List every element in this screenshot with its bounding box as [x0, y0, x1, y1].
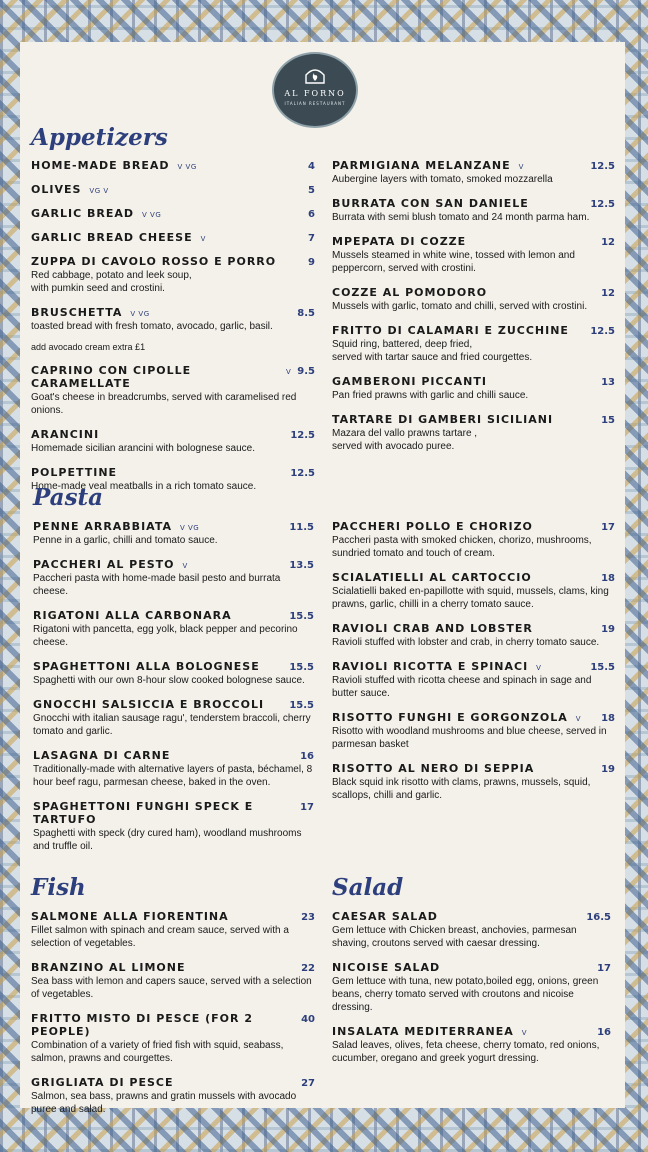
dietary-tags: V	[200, 235, 206, 243]
menu-item	[332, 159, 615, 186]
menu-item	[332, 571, 615, 611]
menu-item-price: 13.5	[289, 560, 314, 571]
menu-item	[31, 231, 315, 244]
dietary-tags: V VG	[142, 211, 162, 219]
menu-item-price: 8.5	[297, 308, 315, 319]
menu-item-name: BURRATA CON SAN DANIELE	[332, 197, 529, 210]
menu-item-name: HOME-MADE BREAD	[31, 159, 170, 172]
menu-item-header	[332, 520, 615, 533]
appetizers-right-column	[332, 159, 615, 464]
menu-item-price: 9.5	[297, 366, 315, 377]
menu-item-description: Goat's cheese in breadcrumbs, served with caramelised red onions.	[31, 392, 297, 416]
menu-item-name: SCIALATIELLI AL CARTOCCIO	[332, 571, 532, 584]
menu-item	[33, 520, 314, 547]
menu-item-description: Gem lettuce with tuna, new potato,boiled egg, onions, green beans, cherry tomato served with croutons and nicoise dressing.	[332, 976, 599, 1013]
menu-item-header	[332, 159, 615, 172]
menu-item-header	[332, 762, 615, 775]
menu-item-header	[31, 159, 315, 172]
menu-item-name: RIGATONI ALLA CARBONARA	[33, 609, 232, 622]
menu-item-header	[31, 207, 315, 220]
menu-item-name: GARLIC BREAD CHEESE	[31, 231, 193, 244]
menu-item	[332, 520, 615, 560]
menu-item	[31, 364, 315, 417]
menu-item-name: FRITTO DI CALAMARI E ZUCCHINE	[332, 324, 569, 337]
menu-item-name: NICOISE SALAD	[332, 961, 441, 974]
menu-item-description: Combination of a variety of fried fish with squid, seabass, salmon, prawns and courgettes.	[31, 1040, 284, 1064]
menu-item	[31, 428, 315, 455]
menu-item-price: 12.5	[590, 326, 615, 337]
menu-item-header	[332, 660, 615, 673]
menu-item-header	[332, 961, 611, 974]
menu-item-name: FRITTO MISTO DI PESCE (FOR 2 PEOPLE)	[31, 1012, 253, 1038]
menu-item-header	[33, 698, 314, 711]
menu-item	[332, 375, 615, 402]
menu-item-header	[332, 235, 615, 248]
menu-item-name: BRUSCHETTA	[31, 306, 123, 319]
menu-item-description: Penne in a garlic, chilli and tomato sauce.	[33, 535, 218, 546]
menu-item-price: 16.5	[586, 912, 611, 923]
menu-item-description: Red cabbage, potato and leek soup, with pumkin seed and crostini.	[31, 270, 192, 294]
menu-item-price: 23	[301, 912, 315, 923]
menu-item-header	[33, 609, 314, 622]
menu-item-name: INSALATA MEDITERRANEA	[332, 1025, 514, 1038]
menu-item-header	[332, 375, 615, 388]
dietary-tags: V VG	[179, 524, 200, 532]
menu-item-description: Ravioli stuffed with lobster and crab, in cherry tomato sauce.	[332, 637, 600, 648]
menu-item-price: 40	[301, 1014, 315, 1025]
menu-item-price: 17	[597, 963, 611, 974]
section-title-pasta: Pasta	[33, 484, 104, 511]
menu-item-description: Homemade sicilian arancini with bolognese sauce.	[31, 443, 256, 454]
menu-item-name: ZUPPA DI CAVOLO ROSSO E PORRO	[31, 255, 277, 268]
menu-item-header	[31, 1076, 315, 1089]
menu-item-description: Aubergine layers with tomato, smoked mozzarella	[332, 174, 553, 185]
dietary-tags: V	[518, 163, 524, 171]
menu-item-price: 19	[601, 764, 615, 775]
menu-item-name: BRANZINO AL LIMONE	[31, 961, 186, 974]
menu-item	[33, 609, 314, 649]
menu-item-description: Gem lettuce with Chicken breast, anchovies, parmesan shaving, croutons served with caesar dressing.	[332, 925, 577, 949]
menu-item-price: 15.5	[289, 611, 314, 622]
menu-item-header	[31, 428, 315, 441]
menu-item-header	[31, 255, 315, 268]
menu-item-price: 15.5	[289, 700, 314, 711]
menu-item-description: Salmon, sea bass, prawns and gratin mussels with avocado puree and salad.	[31, 1091, 297, 1115]
menu-item-name: PENNE ARRABBIATA	[33, 520, 172, 533]
menu-item-header	[332, 622, 615, 635]
menu-item	[332, 286, 615, 313]
menu-item-header	[33, 800, 314, 826]
menu-item	[332, 660, 615, 700]
menu-item-description: Mazara del vallo prawns tartare , served with avocado puree.	[332, 428, 478, 452]
restaurant-logo	[272, 52, 358, 128]
menu-item-description: Rigatoni with pancetta, egg yolk, black pepper and pecorino cheese.	[33, 624, 298, 648]
menu-item	[31, 961, 315, 1001]
menu-item-description: Salad leaves, olives, feta cheese, cherry tomato, red onions, cucumber, oregano and greek yogurt dressing.	[332, 1040, 600, 1064]
menu-item-header	[33, 520, 314, 533]
menu-item	[31, 159, 315, 172]
menu-item-price: 12	[601, 288, 615, 299]
fish-column	[31, 910, 315, 1127]
logo-brand-name: AL FORNO	[284, 89, 346, 98]
menu-item-name: PACCHERI POLLO E CHORIZO	[332, 520, 533, 533]
menu-item-name: ARANCINI	[31, 428, 100, 441]
menu-item-description: Paccheri pasta with home-made basil pesto and burrata cheese.	[33, 573, 281, 597]
menu-item-name: SALMONE ALLA FIORENTINA	[31, 910, 229, 923]
menu-item-name: COZZE AL POMODORO	[332, 286, 488, 299]
menu-item-description: Ravioli stuffed with ricotta cheese and spinach in sage and butter sauce.	[332, 675, 592, 699]
menu-item-name: PACCHERI AL PESTO	[33, 558, 175, 571]
menu-item	[33, 698, 314, 738]
oven-fire-icon	[304, 66, 326, 84]
menu-item	[33, 558, 314, 598]
menu-item-description: Mussels steamed in white wine, tossed with lemon and peppercorn, served with crostini.	[332, 250, 575, 274]
menu-item-header	[332, 286, 615, 299]
menu-item-price: 5	[308, 185, 315, 196]
menu-item-description: Spaghetti with speck (dry cured ham), woodland mushrooms and truffle oil.	[33, 828, 302, 852]
menu-item-header	[332, 197, 615, 210]
dietary-tags: V	[182, 562, 188, 570]
menu-item-description: Home-made veal meatballs in a rich tomato sauce.	[31, 481, 257, 492]
menu-item-header	[332, 711, 615, 724]
menu-item-header	[31, 231, 315, 244]
menu-item	[332, 235, 615, 275]
section-title-appetizers: Appetizers	[31, 124, 168, 151]
menu-item	[332, 197, 615, 224]
menu-item-description: Risotto with woodland mushrooms and blue cheese, served in parmesan basket	[332, 726, 607, 750]
menu-item-price: 7	[308, 233, 315, 244]
menu-item	[332, 711, 615, 751]
dietary-tags: V	[575, 715, 582, 723]
menu-item-description: Fillet salmon with spinach and cream sauce, served with a selection of vegetables.	[31, 925, 289, 949]
menu-item-description: Paccheri pasta with smoked chicken, chorizo, mushrooms, sundried tomato and touch of cream.	[332, 535, 592, 559]
menu-item-name: POLPETTINE	[31, 466, 118, 479]
menu-item-name: MPEPATA DI COZZE	[332, 235, 467, 248]
menu-item-name: OLIVES	[31, 183, 82, 196]
menu-item-description: Gnocchi with italian sausage ragu', tenderstem braccoli, cherry tomato and garlic.	[33, 713, 311, 737]
menu-item-header	[332, 1025, 611, 1038]
menu-item	[31, 910, 315, 950]
menu-item-price: 22	[301, 963, 315, 974]
menu-item-header	[33, 660, 314, 673]
menu-item-description: Black squid ink risotto with clams, prawns, mussels, squid, scallops, chilli and garlic.	[332, 777, 591, 801]
menu-item-description: Burrata with semi blush tomato and 24 month parma ham.	[332, 212, 590, 223]
menu-item-price: 17	[300, 802, 314, 813]
menu-item-price: 4	[308, 161, 315, 172]
section-title-salad: Salad	[332, 874, 404, 901]
menu-item-price: 6	[308, 209, 315, 220]
logo-subtitle: ITALIAN RESTAURANT	[284, 101, 346, 106]
menu-item	[33, 749, 314, 789]
menu-item-price: 12.5	[590, 161, 615, 172]
menu-item-name: GNOCCHI SALSICCIA E BROCCOLI	[33, 698, 265, 711]
menu-item-header	[31, 364, 315, 390]
menu-item	[31, 255, 315, 295]
menu-item-header	[31, 1012, 315, 1038]
menu-item-price: 19	[601, 624, 615, 635]
menu-item-description: Spaghetti with our own 8-hour slow cooked bolognese sauce.	[33, 675, 305, 686]
menu-item-note: add avocado cream extra £1	[31, 342, 146, 352]
menu-item-header	[31, 183, 315, 196]
menu-item	[332, 413, 615, 453]
menu-item-description: Mussels with garlic, tomato and chilli, served with crostini.	[332, 301, 588, 312]
menu-item-name: SPAGHETTONI ALLA BOLOGNESE	[33, 660, 260, 673]
menu-item-price: 17	[601, 522, 615, 533]
menu-item-name: GAMBERONI PICCANTI	[332, 375, 487, 388]
menu-item-description: Sea bass with lemon and capers sauce, served with a selection of vegetables.	[31, 976, 312, 1000]
menu-item-header	[31, 306, 315, 319]
menu-item-description: Scialatielli baked en-papillotte with squid, mussels, clams, king prawns, garlic, chilli in a cherry tomato sauce.	[332, 586, 609, 610]
menu-item-description: Traditionally-made with alternative layers of pasta, béchamel, 8 hour beef ragu, parmesan cheese, baked in the oven.	[33, 764, 313, 788]
pasta-left-column	[33, 520, 314, 864]
menu-item	[31, 183, 315, 196]
menu-item	[332, 762, 615, 802]
menu-item	[332, 324, 615, 364]
menu-item	[31, 306, 315, 333]
menu-item-name: GARLIC BREAD	[31, 207, 135, 220]
menu-item-description: Pan fried prawns with garlic and chilli sauce.	[332, 390, 529, 401]
menu-item-header	[31, 961, 315, 974]
dietary-tags: V	[285, 368, 292, 376]
menu-item-price: 12.5	[590, 199, 615, 210]
salad-column	[332, 910, 611, 1076]
menu-item-header	[33, 558, 314, 571]
menu-item-name: RISOTTO FUNGHI E GORGONZOLA	[332, 711, 568, 724]
menu-item-price: 13	[601, 377, 615, 388]
menu-item-name: TARTARE DI GAMBERI SICILIANI	[332, 413, 554, 426]
menu-item-name: PARMIGIANA MELANZANE	[332, 159, 511, 172]
menu-item	[332, 1025, 611, 1065]
menu-item-price: 12.5	[290, 430, 315, 441]
dietary-tags: VG V	[89, 187, 109, 195]
menu-item	[332, 961, 611, 1014]
menu-item-price: 27	[301, 1078, 315, 1089]
menu-item	[31, 1012, 315, 1065]
menu-item-price: 12.5	[290, 468, 315, 479]
menu-item-header	[332, 324, 615, 337]
menu-item-name: SPAGHETTONI FUNGHI SPECK E TARTUFO	[33, 800, 254, 826]
menu-item-name: GRIGLIATA DI PESCE	[31, 1076, 174, 1089]
menu-item-name: RAVIOLI CRAB AND LOBSTER	[332, 622, 533, 635]
menu-item	[31, 207, 315, 220]
menu-item	[33, 660, 314, 687]
menu-item-header	[33, 749, 314, 762]
menu-item-description: toasted bread with fresh tomato, avocado, garlic, basil.	[31, 321, 273, 332]
menu-item-description: Squid ring, battered, deep fried, served with tartar sauce and fried courgettes.	[332, 339, 533, 363]
menu-item-header	[332, 910, 611, 923]
menu-item-name: RAVIOLI RICOTTA E SPINACI	[332, 660, 529, 673]
menu-item-price: 18	[601, 573, 615, 584]
menu-item-name: RISOTTO AL NERO DI SEPPIA	[332, 762, 535, 775]
dietary-tags: V VG	[177, 163, 197, 171]
menu-item-price: 16	[300, 751, 314, 762]
menu-item-price: 12	[601, 237, 615, 248]
dietary-tags: V VG	[130, 310, 150, 318]
menu-item-header	[31, 910, 315, 923]
menu-item-header	[332, 413, 615, 426]
appetizers-left-column	[31, 159, 315, 504]
menu-item-name: LASAGNA DI CARNE	[33, 749, 171, 762]
dietary-tags: V	[536, 664, 542, 672]
menu-item-name: CAPRINO CON CIPOLLE CARAMELLATE	[31, 364, 192, 390]
menu-item-header	[31, 466, 315, 479]
menu-item	[33, 800, 314, 853]
pasta-right-column	[332, 520, 615, 813]
menu-item-header	[332, 571, 615, 584]
dietary-tags: V	[521, 1029, 528, 1037]
menu-item-price: 9	[308, 257, 315, 268]
menu-item-price: 18	[601, 713, 615, 724]
menu-item-price: 16	[597, 1027, 611, 1038]
menu-item	[332, 622, 615, 649]
menu-item	[31, 1076, 315, 1116]
menu-item-price: 11.5	[289, 522, 314, 533]
menu-item-price: 15.5	[590, 662, 615, 673]
section-title-fish: Fish	[31, 874, 86, 901]
menu-item-price: 15	[601, 415, 615, 426]
menu-item-name: CAESAR SALAD	[332, 910, 438, 923]
menu-item	[332, 910, 611, 950]
menu-item-price: 15.5	[289, 662, 314, 673]
